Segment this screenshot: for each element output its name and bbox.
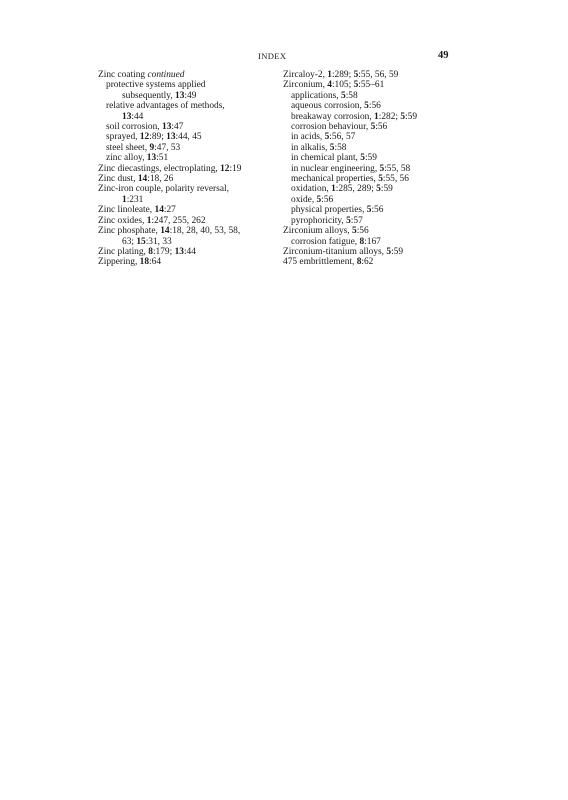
- volume-number: 13: [162, 122, 172, 133]
- entry-text: :59: [364, 153, 377, 164]
- entry-text: Zinc-iron couple, polarity reversal,: [98, 184, 229, 195]
- volume-number: 18: [139, 257, 150, 268]
- volume-number: 12: [139, 132, 150, 143]
- page-number: 49: [438, 50, 449, 61]
- volume-number: 4: [327, 80, 332, 91]
- volume-number: 5: [316, 194, 322, 205]
- volume-number: 5: [370, 122, 376, 133]
- entry-text: :31, 33: [145, 236, 172, 247]
- entry-text: Zirconium,: [283, 80, 328, 91]
- page-header: [0, 51, 568, 65]
- entry-text: Zinc oxides,: [98, 215, 147, 226]
- index-entry: [283, 80, 458, 90]
- entry-text: :18, 28, 40, 53, 58,: [169, 226, 241, 237]
- entry-text: protective systems applied: [106, 80, 206, 91]
- entry-text: :44: [183, 246, 196, 257]
- index-subentry: [98, 195, 268, 205]
- entry-text: in nuclear engineering,: [291, 163, 380, 174]
- volume-number: 14: [160, 226, 170, 237]
- volume-number: 5: [386, 246, 392, 257]
- index-entry: [98, 247, 268, 257]
- entry-text: Zinc plating,: [98, 246, 149, 257]
- volume-number: 1: [122, 194, 127, 205]
- entry-text: :59: [380, 184, 393, 195]
- page-title: INDEX: [258, 51, 287, 61]
- index-entry: [98, 257, 268, 267]
- volume-number: 1: [327, 70, 332, 80]
- index-entry: [98, 205, 268, 215]
- entry-text: Zinc diecastings, electroplating,: [98, 163, 221, 174]
- volume-number: 5: [352, 226, 357, 237]
- entry-text: :19: [229, 163, 242, 174]
- index-subentry: [283, 112, 458, 122]
- volume-number: 1: [331, 184, 336, 195]
- entry-text: aqueous corrosion,: [291, 101, 365, 112]
- index-column-left: [98, 70, 268, 268]
- index-subentry: [283, 195, 458, 205]
- entry-text: 475 embrittlement,: [283, 257, 357, 268]
- index-subentry: [283, 153, 458, 163]
- volume-number: 5: [360, 153, 365, 164]
- volume-number: 5: [353, 70, 359, 80]
- volume-number: 13: [166, 132, 176, 143]
- entry-text: :55, 58: [384, 163, 411, 174]
- entry-text: zinc alloy,: [106, 153, 147, 164]
- index-subentry: [283, 164, 458, 174]
- entry-text: :64: [149, 257, 162, 268]
- volume-number: 1: [374, 111, 379, 122]
- entry-text: :62: [361, 257, 374, 268]
- volume-number: 5: [376, 184, 381, 195]
- volume-number: 5: [341, 90, 346, 101]
- entry-text: :89;: [149, 132, 167, 143]
- volume-number: 8: [356, 257, 362, 268]
- index-subentry: [283, 91, 458, 101]
- volume-number: 13: [174, 246, 184, 257]
- index-subentry: [283, 132, 458, 142]
- volume-number: 8: [148, 246, 153, 257]
- entry-text: :55, 56, 59: [358, 70, 399, 80]
- entry-text: oxide,: [291, 194, 317, 205]
- entry-text: :44, 45: [175, 132, 202, 143]
- index-entry: [283, 70, 458, 80]
- entry-text: :59: [405, 111, 418, 122]
- volume-number: 14: [137, 174, 148, 185]
- entry-text: :44: [131, 111, 144, 122]
- entry-text: in chemical plant,: [291, 153, 361, 164]
- entry-text: :56: [368, 101, 381, 112]
- entry-text: pyrophoricity,: [291, 215, 347, 226]
- entry-text: Zirconium alloys,: [283, 226, 352, 237]
- volume-number: 5: [379, 163, 385, 174]
- index-subentry: [98, 112, 268, 122]
- volume-number: 13: [175, 90, 185, 101]
- entry-text: :105;: [331, 80, 354, 91]
- volume-number: 5: [346, 215, 351, 226]
- index-subentry: [98, 80, 268, 90]
- volume-number: 12: [220, 163, 230, 174]
- entry-text: :231: [126, 194, 144, 205]
- index-subentry: [98, 237, 268, 247]
- entry-text: relative advantages of methods,: [106, 101, 225, 112]
- volume-number: 14: [154, 205, 164, 216]
- entry-text: steel sheet,: [106, 142, 150, 153]
- index-subentry: [283, 216, 458, 226]
- volume-number: 8: [359, 236, 365, 247]
- entry-text: :27: [163, 205, 176, 216]
- entry-text: corrosion fatigue,: [291, 236, 360, 247]
- index-entry: [283, 226, 458, 236]
- index-subentry: [283, 174, 458, 184]
- entry-text: soil corrosion,: [106, 122, 162, 133]
- entry-text: Zinc linoleate,: [98, 205, 155, 216]
- entry-text: :285, 289;: [335, 184, 377, 195]
- entry-text: Zinc dust,: [98, 174, 138, 185]
- entry-text: sprayed,: [106, 132, 140, 143]
- index-entry: [98, 184, 268, 194]
- entry-text: :51: [156, 153, 169, 164]
- index-subentry: [283, 237, 458, 247]
- volume-number: 5: [364, 101, 369, 112]
- entry-text: subsequently,: [122, 90, 176, 101]
- entry-text: 63;: [122, 236, 137, 247]
- entry-text: :56: [375, 122, 388, 133]
- index-subentry: [283, 122, 458, 132]
- index-subentry: [98, 91, 268, 101]
- entry-text: breakaway corrosion,: [291, 111, 375, 122]
- entry-text: corrosion behaviour,: [291, 122, 371, 133]
- entry-text: :179;: [152, 246, 175, 257]
- entry-text: oxidation,: [291, 184, 332, 195]
- index-subentry: [98, 153, 268, 163]
- index-entry: [98, 164, 268, 174]
- volume-number: 5: [366, 205, 372, 216]
- entry-text: :289;: [331, 70, 354, 80]
- entry-text: :47: [171, 122, 184, 133]
- index-column-right: [283, 70, 458, 268]
- entry-text: :56: [321, 194, 334, 205]
- entry-text: in alkalis,: [291, 142, 330, 153]
- entry-text: :167: [364, 236, 381, 247]
- index-subentry: [98, 143, 268, 153]
- index-entry: [98, 70, 268, 80]
- index-subentry: [283, 184, 458, 194]
- entry-text: :55, 56: [382, 174, 409, 185]
- entry-text: Zircaloy-2,: [283, 70, 328, 80]
- volume-number: 15: [136, 236, 146, 247]
- entry-text: :58: [345, 90, 358, 101]
- volume-number: 5: [353, 80, 359, 91]
- index-subentry: [283, 143, 458, 153]
- entry-text: in acids,: [291, 132, 325, 143]
- entry-text: physical properties,: [291, 205, 367, 216]
- entry-text: Zinc coating: [98, 70, 148, 80]
- entry-text: :47, 53: [154, 142, 181, 153]
- entry-text: :247, 255, 262: [151, 215, 206, 226]
- entry-text: :49: [184, 90, 197, 101]
- entry-text: :55–61: [358, 80, 385, 91]
- index-subentry: [283, 101, 458, 111]
- entry-text: mechanical properties,: [291, 174, 379, 185]
- entry-text: :56, 57: [329, 132, 356, 143]
- volume-number: 5: [400, 111, 406, 122]
- entry-text: Zippering,: [98, 257, 140, 268]
- index-entry: [283, 247, 458, 257]
- entry-text: :282;: [378, 111, 401, 122]
- entry-text: :58: [334, 142, 347, 153]
- entry-text: applications,: [291, 90, 341, 101]
- index-subentry: [283, 205, 458, 215]
- index-entry: [98, 174, 268, 184]
- index-entry: [283, 257, 458, 267]
- entry-text: continued: [147, 70, 185, 80]
- index-subentry: [98, 122, 268, 132]
- volume-number: 5: [378, 174, 383, 185]
- entry-text: :18, 26: [147, 174, 174, 185]
- entry-text: Zirconium-titanium alloys,: [283, 246, 387, 257]
- entry-text: :56: [356, 226, 369, 237]
- index-entry: [98, 226, 268, 236]
- volume-number: 5: [329, 142, 335, 153]
- entry-text: :59: [391, 246, 404, 257]
- volume-number: 13: [146, 153, 157, 164]
- entry-text: Zinc phosphate,: [98, 226, 161, 237]
- index-subentry: [98, 101, 268, 111]
- volume-number: 9: [149, 142, 155, 153]
- volume-number: 5: [324, 132, 330, 143]
- entry-text: :56: [371, 205, 384, 216]
- volume-number: 1: [146, 215, 152, 226]
- volume-number: 13: [122, 111, 132, 122]
- index-entry: [98, 216, 268, 226]
- entry-text: :57: [350, 215, 363, 226]
- index-subentry: [98, 132, 268, 142]
